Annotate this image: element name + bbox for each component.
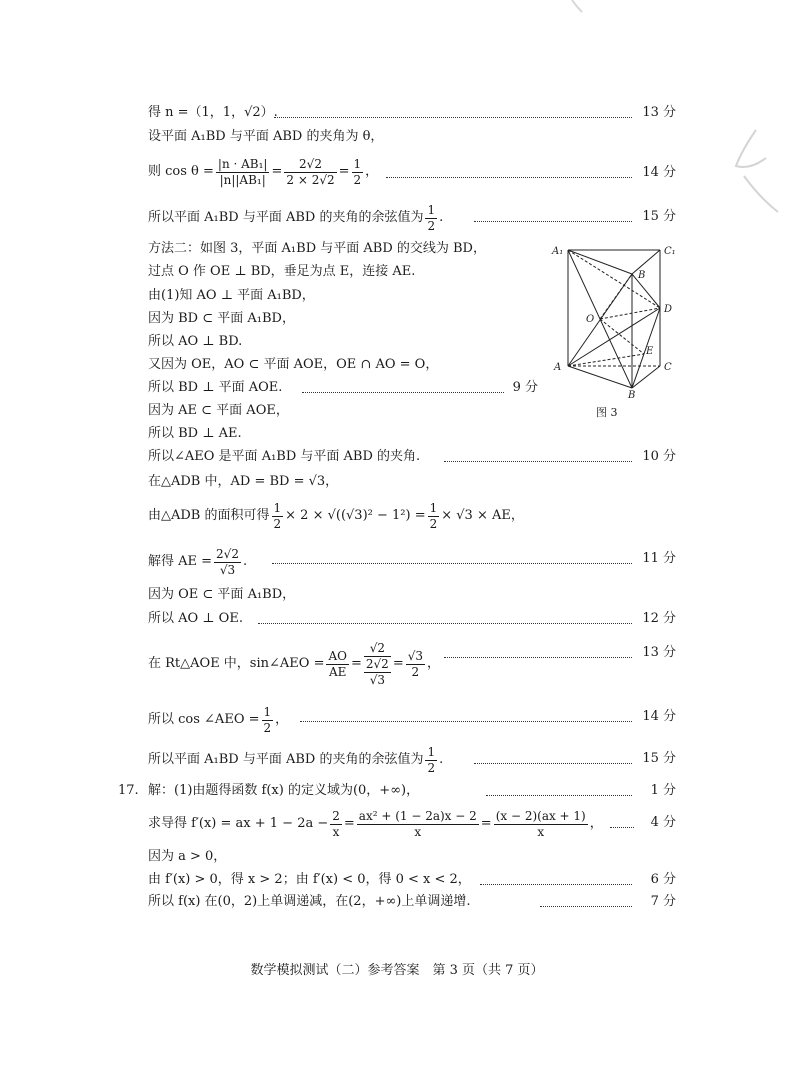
svg-text:A: A: [554, 362, 562, 373]
solution-line: 所以∠AEO 是平面 A₁BD 与平面 ABD 的夹角.: [148, 449, 421, 464]
solution-line: 所以平面 A₁BD 与平面 ABD 的夹角的余弦值为 $\frac{1}{2}$ .: [148, 744, 444, 775]
svg-text:A₁: A₁: [552, 246, 564, 257]
question-number: 17.: [118, 783, 139, 798]
score-label: 6 分: [650, 872, 676, 887]
score-label: 15 分: [642, 751, 676, 766]
score-label: 14 分: [642, 165, 676, 180]
solution-line: 由△ADB 的面积可得 $\frac{1}{2}$ × 2 × √((√3)² − 1²) = $\frac{1}{2}$ × √3 × AE，: [148, 500, 524, 531]
svg-text:C: C: [664, 362, 672, 373]
fraction: $\frac{1}{2}$: [353, 156, 362, 187]
solution-line: 过点 O 作 OE ⊥ BD，垂足为点 E，连接 AE.: [148, 264, 416, 279]
score-label: 12 分: [642, 611, 676, 626]
corner-decoration: [560, 0, 794, 230]
solution-line: 由 f′(x) > 0，得 x > 2；由 f′(x) < 0，得 0 < x < 2，: [148, 872, 471, 887]
solution-line: 所以 BD ⊥ 平面 AOE.: [148, 380, 283, 395]
solution-line: 在△ADB 中，AD = BD = √3，: [148, 474, 339, 489]
prism-figure: [548, 240, 688, 400]
score-label: 7 分: [650, 894, 676, 909]
solution-line: 因为 BD ⊂ 平面 A₁BD，: [148, 311, 295, 326]
solution-line: 得 n =（1，1，√2）.: [148, 105, 278, 120]
solution-line: 因为 AE ⊂ 平面 AOE，: [148, 403, 289, 418]
fraction: $\frac{\text{|n · AB₁|}}{\text{|n||AB₁|}}$: [217, 156, 268, 187]
svg-text:D: D: [664, 304, 673, 315]
svg-text:E: E: [646, 346, 654, 357]
score-label: 11 分: [642, 551, 676, 566]
score-label: 9 分: [512, 380, 538, 395]
solution-line: 所以 BD ⊥ AE.: [148, 426, 242, 441]
solution-line: 所以 AO ⊥ BD.: [148, 334, 243, 349]
score-label: 10 分: [642, 449, 676, 464]
page-footer: 数学模拟测试（二）参考答案 第 3 页（共 7 页）: [250, 963, 544, 978]
solution-line: 所以 f(x) 在(0，2)上单调递减，在(2，+∞)上单调递增.: [148, 894, 471, 909]
score-label: 15 分: [642, 209, 676, 224]
solution-line: 又因为 OE，AO ⊂ 平面 AOE，OE ∩ AO = O，: [148, 357, 439, 372]
solution-line: 方法二：如图 3，平面 A₁BD 与平面 ABD 的交线为 BD，: [148, 241, 486, 256]
score-label: 1 分: [650, 783, 676, 798]
score-label: 13 分: [642, 105, 676, 120]
solution-line: 在 Rt△AOE 中，sin∠AEO = $\frac{AO}{AE}$ = $\frac{√2}{\frac{2√2}{√3}}$ = $\frac{√3}{2}$ ，: [148, 640, 441, 687]
solution-line: 所以平面 A₁BD 与平面 ABD 的夹角的余弦值为 $\frac{1}{2}$ .: [148, 202, 444, 233]
solution-line: 求导得 f′(x) = ax + 1 − 2a − $\frac{2}{x}$ = $\frac{\text{ax² + (1 − 2a)x − 2}}{x}$ = $\frac{(x - 2)(ax + 1)}{x}$ ，: [148, 808, 603, 839]
solution-line: 因为 OE ⊂ 平面 A₁BD，: [148, 587, 296, 602]
figure-caption: 图 3: [596, 406, 618, 419]
svg-text:C₁: C₁: [664, 246, 676, 257]
solution-line: 解得 AE = $\frac{2√2}{√3}$ .: [148, 546, 248, 577]
solution-line: 设平面 A₁BD 与平面 ABD 的夹角为 θ，: [148, 129, 384, 144]
svg-text:B: B: [638, 270, 646, 281]
score-label: 14 分: [642, 709, 676, 724]
solution-line: 所以 AO ⊥ OE.: [148, 611, 243, 626]
score-label: 13 分: [642, 645, 676, 660]
solution-line: 解：(1)由题得函数 f(x) 的定义域为(0，+∞)，: [148, 783, 420, 798]
svg-text:O: O: [586, 314, 595, 325]
score-label: 4 分: [650, 815, 676, 830]
solution-line: 所以 cos ∠AEO = $\frac{1}{2}$ ，: [148, 704, 289, 735]
solution-line: 则 cos θ = $\frac{\text{|n · AB₁|}}{\text{|n||AB₁|}}$ = $\frac{2√2}{2 \times 2√2}$ = $\frac{1}{2}$ ，: [148, 156, 379, 187]
solution-line: 由(1)知 AO ⊥ 平面 A₁BD，: [148, 288, 315, 303]
fraction: $\frac{2√2}{2 \times 2√2}$: [286, 156, 335, 187]
svg-text:B: B: [628, 390, 636, 400]
solution-line: 因为 a > 0，: [148, 849, 227, 864]
